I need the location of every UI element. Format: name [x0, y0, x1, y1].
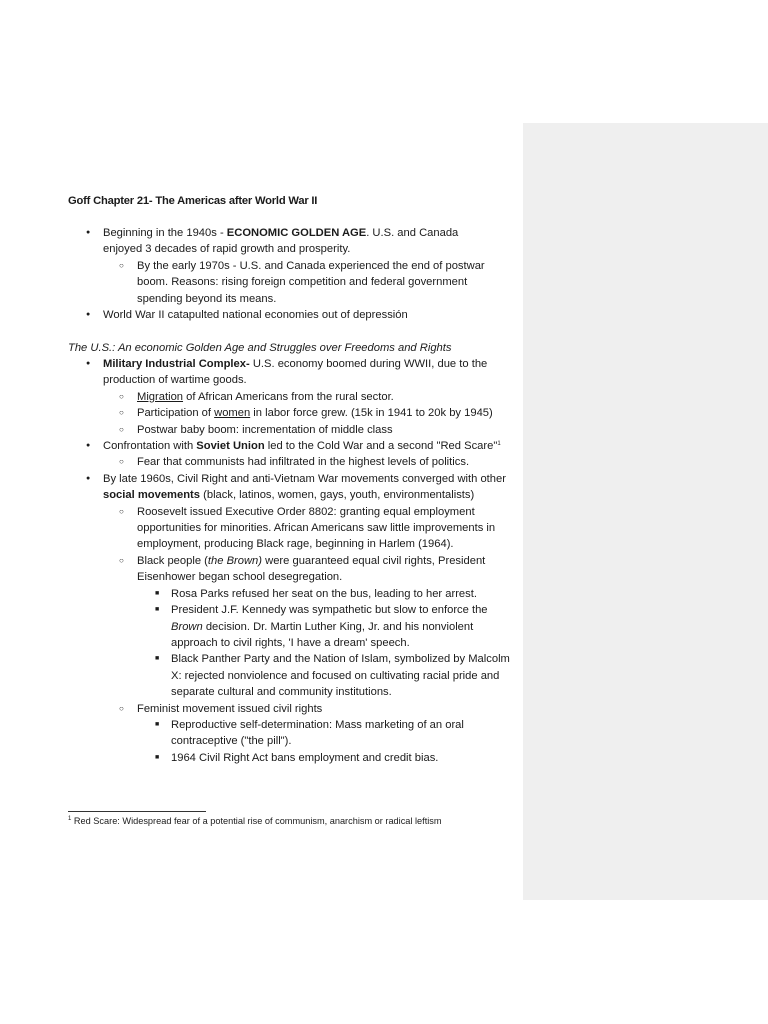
intro-list: [68, 225, 498, 323]
list-item-military: ● Military Industrial Complex- U.S. economy boomed during WWII, due to the production of wartime goods. ○ Migration of African Americans from the rural sector. ○ Participation of women in labor force grew. (15k in 1941 to 20k by 1945) ○ Postwar baby boom: incrementation of middle class: [68, 356, 518, 438]
feminist-sublist: [137, 717, 518, 766]
list-item-black-people: ○ Black people (the Brown) were guaranteed equal civil rights, President Eisenhower began school desegregation. ■ Rosa Parks refused her seat on the bus, leading to her arrest. ■ President J.F. Kennedy was sympathetic but slow to enforce the Brown decision. Dr. Martin Luther King, Jr. and his nonviolent approach to civil rights, 'I have a dream' speech. ■ Black Panther Party and the Nation of Islam, symbolized by Malcolm X: rejected nonviolence and focused on cultivating racial pride and separate cultural and community institutions.: [103, 553, 518, 701]
military-sublist: [103, 389, 518, 438]
golden-age-bold: ECONOMIC GOLDEN AGE: [226, 227, 367, 239]
footnote-reference[interactable]: 1: [497, 441, 501, 448]
section-heading: The U.S.: An economic Golden Age and Struggles over Freedoms and Rights: [68, 342, 452, 354]
list-item-golden-age: ● Beginning in the 1940s - ECONOMIC GOLDEN AGE. U.S. and Canada enjoyed 3 decades of rapid growth and prosperity. ○ By the early 1970s - U.S. and Canada experienced the end of postwar boom. Reasons: rising foreign competition and federal government spending beyond its means.: [68, 225, 498, 307]
list-item-black-panther: ■ Black Panther Party and the Nation of Islam, symbolized by Malcolm X: rejected nonviolence and focused on cultivating racial pride and separate cultural and community institutions.: [137, 651, 518, 700]
soviet-sublist: [103, 454, 518, 470]
list-item-end-of-boom: ○ By the early 1970s - U.S. and Canada experienced the end of postwar boom. Reasons: rising foreign competition and federal government spending beyond its means.: [103, 258, 498, 307]
list-item-wwii: ● World War II catapulted national economies out of depressión: [68, 307, 498, 323]
social-movements-bold: social movements: [103, 489, 201, 502]
list-item-pill: ■ Reproductive self-determination: Mass marketing of an oral contraceptive ("the pill").: [137, 717, 518, 750]
list-item-migration: ○ Migration of African Americans from the rural sector.: [103, 389, 518, 405]
list-item-rosa-parks: ■ Rosa Parks refused her seat on the bus, leading to her arrest.: [137, 586, 518, 602]
footnote-mark: 1: [68, 816, 72, 822]
list-item-fear: ○ Fear that communists had infiltrated in the highest levels of politics.: [103, 454, 518, 470]
list-item-soviet: ● Confrontation with Soviet Union led to the Cold War and a second "Red Scare"$^1$ ○ Fear that communists had infiltrated in the highest levels of politics.: [68, 438, 518, 471]
footnote: [68, 815, 442, 828]
us-list: [68, 356, 518, 766]
list-item-civil-right-act: ■ 1964 Civil Right Act bans employment and credit bias.: [137, 750, 518, 766]
list-item-women: ○ Participation of women in labor force grew. (15k in 1941 to 20k by 1945): [103, 405, 518, 421]
footnote-text: Red Scare: Widespread fear of a potential rise of communism, anarchism or radical leftism: [71, 816, 442, 826]
list-item-social-movements: ● By late 1960s, Civil Right and anti-Vietnam War movements converged with other social movements (black, latinos, women, gays, youth, environmentalists) ○ Roosevelt issued Executive Order 8802: granting equal employment opportunities for minorities. African Americans saw little improvements in employment, producing Black rage, beginning in Harlem (1964). ○ Black people (the Brown) were guaranteed equal civil rights, President Eisenhower began school desegregation. ■ Rosa Parks refused her seat on the bus, leading to her arrest. ■ President J.F. Kennedy was sympathetic but slow to enforce the Brown decision. Dr. Martin Luther King, Jr. and his nonviolent approach to civil rights, 'I have a dream' speech. ■ Black Panther Party and the Nation of Islam, symbolized by Malcolm X: rejected nonviolence and focused on cultivating racial pride and separate cultural and community institutions. ○ Feminist movement issued civil rights ■ Reproductive self-determination: Mass marketing of an oral contraceptive ("the pill"). ■ 1964 Civil Right Act bans employment and credit bias.: [68, 471, 518, 766]
social-sublist: [103, 504, 518, 767]
document-title: Goff Chapter 21- The Americas after World War II: [68, 195, 318, 207]
civil-rights-sublist: [137, 586, 518, 701]
footnote-divider: [68, 811, 206, 812]
list-item-baby-boom: ○ Postwar baby boom: incrementation of middle class: [103, 422, 518, 438]
list-item-jfk: ■ President J.F. Kennedy was sympathetic but slow to enforce the Brown decision. Dr. Martin Luther King, Jr. and his nonviolent approach to civil rights, 'I have a dream' speech.: [137, 602, 518, 651]
soviet-bold: Soviet Union: [196, 440, 268, 453]
military-bold: Military Industrial Complex-: [103, 358, 250, 370]
list-item-feminist: ○ Feminist movement issued civil rights ■ Reproductive self-determination: Mass marketing of an oral contraceptive ("the pill"). ■ 1964 Civil Right Act bans employment and credit bias.: [103, 701, 518, 767]
list-item-roosevelt: ○ Roosevelt issued Executive Order 8802: granting equal employment opportunities for minorities. African Americans saw little improvements in employment, producing Black rage, beginning in Harlem (1964).: [103, 504, 518, 553]
golden-age-sublist: [103, 258, 498, 307]
comment-margin-panel: [523, 123, 768, 900]
